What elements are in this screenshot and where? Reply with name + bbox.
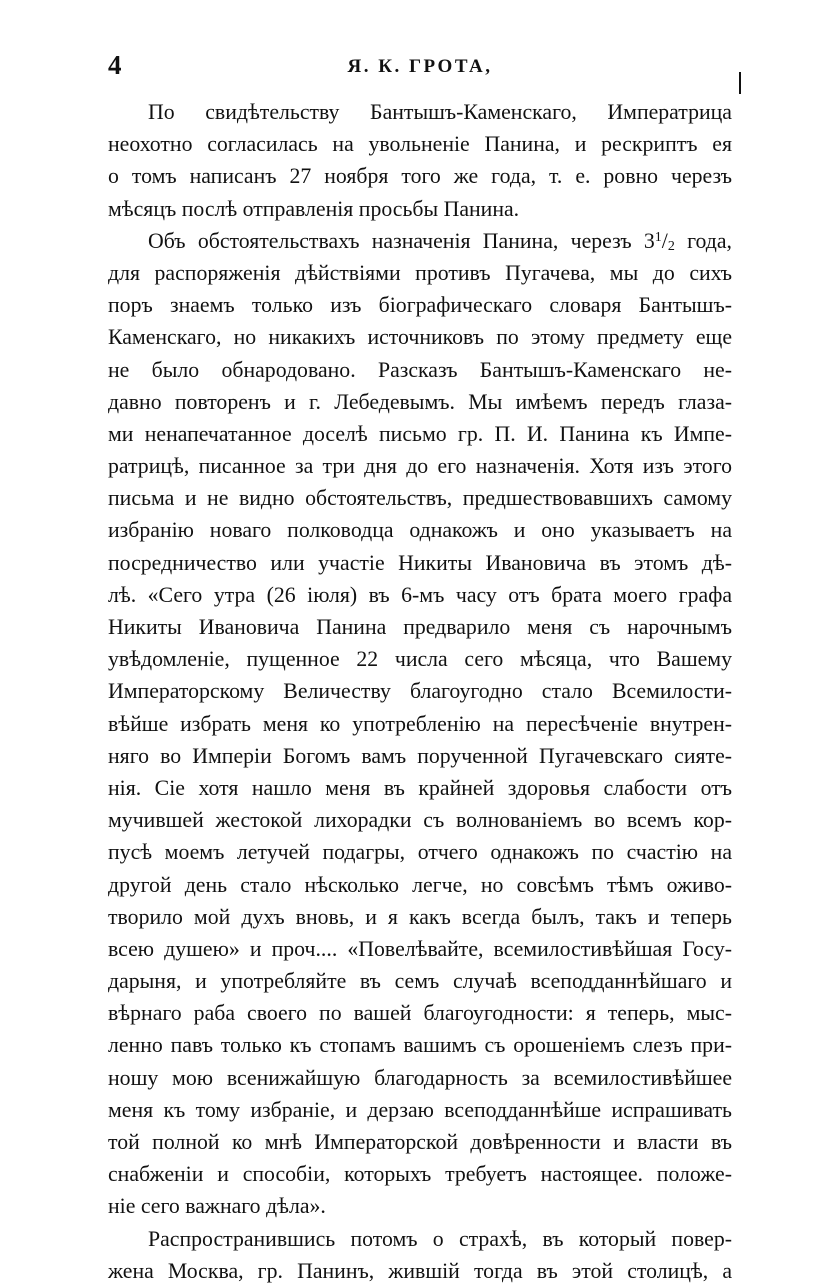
text-line: увѣдомленіе, пущенное 22 числа сего мѣсяца, что Вашему (108, 647, 732, 672)
text-line: Распространившись потомъ о страхѣ, въ который повер- (148, 1226, 732, 1251)
text-line: неохотно согласилась на увольненіе Панина, и рескриптъ ея (108, 132, 732, 157)
text-line: снабженіи и способіи, которыхъ требуетъ настоящее. положе- (108, 1162, 732, 1187)
text-line: той полной ко мнѣ Императорской довѣренности и власти въ (108, 1130, 732, 1154)
running-head: Я. К. ГРОТА, (347, 56, 493, 77)
text-line: лѣ. «Сего утра (26 іюля) въ 6-мъ часу отъ брата моего графа (108, 582, 732, 607)
text-line (108, 225, 732, 257)
text-line: мучившей жестокой лихорадки съ волнованіемъ во всемъ кор- (108, 808, 732, 833)
text-line: ми ненапечатанное доселѣ письмо гр. П. И. Панина къ Импе- (108, 421, 732, 446)
body-text (108, 96, 732, 1287)
text-line: жена Москва, гр. Панинъ, жившій тогда въ этой столицѣ, а (108, 1258, 732, 1283)
text-line: няго во Имперіи Богомъ вамъ порученной Пугачевскаго сияте- (108, 743, 732, 768)
text-line: давно повторенъ и г. Лебедевымъ. Мы имѣемъ передъ глаза- (108, 389, 732, 414)
text-line: не было обнародовано. Разсказъ Бантышъ-Каменскаго не- (108, 357, 732, 382)
paragraph (108, 96, 732, 225)
paragraph (108, 1223, 732, 1287)
text-run: года, (674, 228, 732, 253)
text-line: меня къ тому избраніе, и дерзаю всеподданнѣйше испрашивать (108, 1097, 732, 1122)
fraction-numerator: 1 (654, 229, 662, 245)
text-line: всею душею» и проч.... «Повелѣвайте, всемилостивѣйшая Госу- (108, 936, 732, 961)
text-line: ленно павъ только къ стопамъ вашимъ съ орошеніемъ слезъ при- (108, 1033, 732, 1058)
page-number: 4 (108, 50, 122, 80)
paragraph (108, 225, 732, 1223)
text-line: дарыня, и употребляйте въ семъ случаѣ всеподданнѣйшаго и (108, 969, 732, 994)
text-line: По свидѣтельству Бантышъ-Каменскаго, Императрица (148, 100, 732, 124)
margin-rule (739, 72, 741, 94)
text-line: пусѣ моемъ летучей подагры, отчего однакожъ по счастію на (108, 840, 732, 865)
text-line: для распоряженія дѣйствіями противъ Пугачева, мы до сихъ (108, 260, 732, 285)
text-line: вѣйше избрать меня ко употребленію на пересѣченіе внутрен- (108, 711, 732, 736)
text-line: творило мой духъ вновь, и я какъ всегда былъ, такъ и теперь (108, 904, 732, 929)
text-line: о томъ написанъ 27 ноября того же года, т. е. ровно черезъ (108, 164, 732, 189)
text-line: Каменскаго, но никакихъ источниковъ по этому предмету еще (108, 325, 732, 350)
text-line: нія. Сіе хотя нашло меня въ крайней здоровья слабости отъ (108, 775, 732, 800)
text-line: ратрицѣ, писанное за три дня до его назначенія. Хотя изъ этого (108, 454, 732, 479)
text-line: избранію новаго полководца однакожъ и оно указываетъ на (108, 518, 732, 543)
text-line: вѣрнаго раба своего по вашей благоугодности: я теперь, мыс- (108, 1001, 732, 1026)
text-line: другой день стало нѣсколько легче, но совсѣмъ тѣмъ оживо- (108, 872, 732, 897)
page-header (108, 46, 732, 86)
text-line: письма и не видно обстоятельствъ, предшествовавшихъ самому (108, 486, 732, 511)
text-line: мѣсяцъ послѣ отправленія просьбы Панина. (108, 196, 520, 221)
text-line: ношу мою всенижайшую благодарность за всемилостивѣйшее (108, 1065, 732, 1090)
text-line: посредничество или участіе Никиты Ивановича въ этомъ дѣ- (108, 550, 732, 575)
text-line: Никиты Ивановича Панина предварило меня съ нарочнымъ (108, 615, 732, 639)
fraction-slash: / (661, 228, 668, 253)
text-run: Объ обстоятельствахъ назначенія Панина, черезъ 3 (148, 228, 655, 253)
text-line: ніе сего важнаго дѣла». (108, 1194, 326, 1219)
text-line: Императорскому Величеству благоугодно стало Всемилости- (108, 679, 732, 704)
text-line: поръ знаемъ только изъ біографическаго словаря Бантышъ- (108, 293, 732, 318)
fraction-denominator: 2 (667, 238, 675, 254)
